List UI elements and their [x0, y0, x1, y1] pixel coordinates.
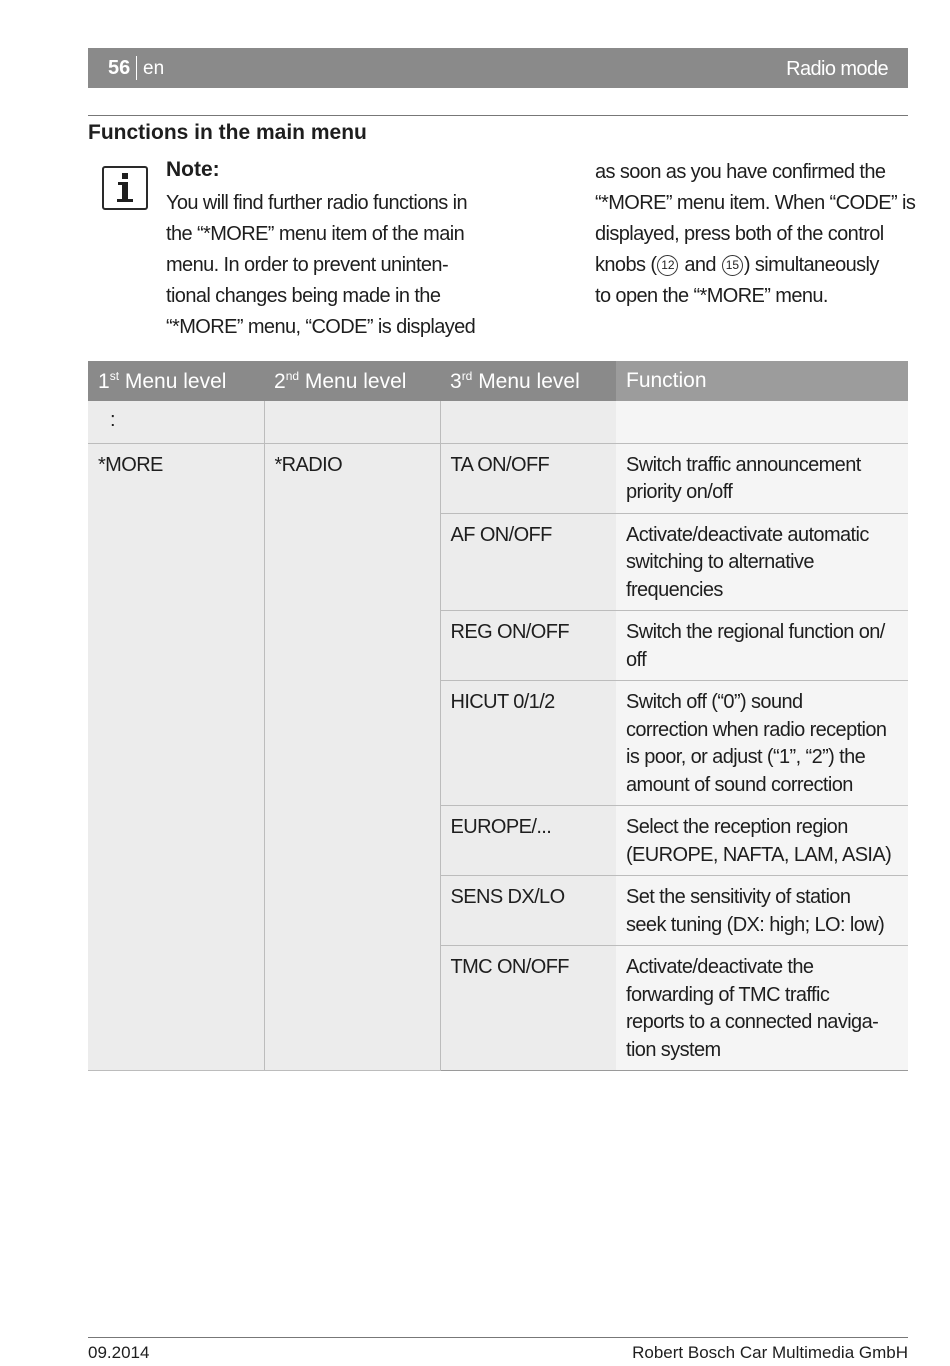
main-title: Functions in the main menu — [88, 121, 367, 144]
page-header — [88, 48, 908, 88]
header-menu-level-2: 2nd Menu level — [264, 361, 440, 401]
level1-cell: *MORE — [88, 443, 264, 1071]
page-number: 56 — [108, 57, 131, 79]
note-text-right — [595, 157, 916, 312]
knobs-text-after: ) simultaneously — [743, 254, 879, 276]
knob-15-marker: 15 — [722, 255, 743, 276]
note-line: tional changes being made in the — [166, 285, 441, 307]
note-line-knobs — [595, 250, 908, 281]
function-cell: Activate/deactivate the forwarding of TMC traffic reports to a connected naviga- tion system — [616, 946, 908, 1071]
function-cell: Switch off (“0”) sound correction when radio reception is poor, or adjust (“1”, “2”) the amount of sound correction — [616, 681, 908, 806]
note-line: You will find further radio functions in — [166, 192, 468, 214]
note-line: the “*MORE” menu item of the main — [166, 223, 465, 245]
level3-cell: REG ON/OFF — [440, 611, 616, 681]
level3-cell: SENS DX/LO — [440, 876, 616, 946]
table-row-ellipsis — [88, 401, 908, 443]
level3-cell: AF ON/OFF — [440, 513, 616, 611]
info-icon — [102, 166, 148, 210]
language-code: en — [143, 58, 165, 79]
top-rule — [88, 115, 908, 116]
header-menu-level-1: 1st Menu level — [88, 361, 264, 401]
note-line: menu. In order to prevent uninten- — [166, 254, 449, 276]
level3-cell: TMC ON/OFF — [440, 946, 616, 1071]
level3-cell: EUROPE/... — [440, 806, 616, 876]
function-cell: Select the reception region (EUROPE, NAFTA, LAM, ASIA) — [616, 806, 908, 876]
note-line: “*MORE” menu, “CODE” is displayed — [166, 316, 476, 338]
table-header-row — [88, 361, 908, 401]
note-title: Note: — [166, 158, 220, 181]
empty-cell — [264, 401, 440, 443]
function-cell: Activate/deactivate automatic switching to alternative frequencies — [616, 513, 908, 611]
table-row — [88, 443, 908, 513]
section-title: Radio mode — [786, 58, 888, 80]
knob-12-marker: 12 — [657, 255, 678, 276]
level3-cell: HICUT 0/1/2 — [440, 681, 616, 806]
function-cell: Switch traffic announcement priority on/off — [616, 443, 908, 513]
level3-cell: TA ON/OFF — [440, 443, 616, 513]
footer-date: 09.2014 — [88, 1343, 150, 1362]
empty-cell — [616, 401, 908, 443]
knobs-text-and: and — [679, 254, 721, 276]
level2-cell: *RADIO — [264, 443, 440, 1071]
bottom-rule — [88, 1337, 908, 1338]
ellipsis-cell: : — [88, 401, 264, 443]
note-text-left — [166, 188, 486, 343]
header-function: Function — [616, 361, 908, 401]
note-line: “*MORE” menu item. When “CODE” is — [595, 192, 916, 214]
footer-company: Robert Bosch Car Multimedia GmbH — [632, 1343, 908, 1362]
note-line: displayed, press both of the control — [595, 223, 884, 245]
menu-table — [88, 361, 908, 1071]
header-separator — [136, 56, 137, 80]
note-line: to open the “*MORE” menu. — [595, 285, 828, 307]
function-cell: Switch the regional function on/ off — [616, 611, 908, 681]
note-line: as soon as you have confirmed the — [595, 161, 886, 183]
knobs-text-before: knobs ( — [595, 254, 657, 276]
empty-cell — [440, 401, 616, 443]
function-cell: Set the sensitivity of station seek tuning (DX: high; LO: low) — [616, 876, 908, 946]
header-menu-level-3: 3rd Menu level — [440, 361, 616, 401]
